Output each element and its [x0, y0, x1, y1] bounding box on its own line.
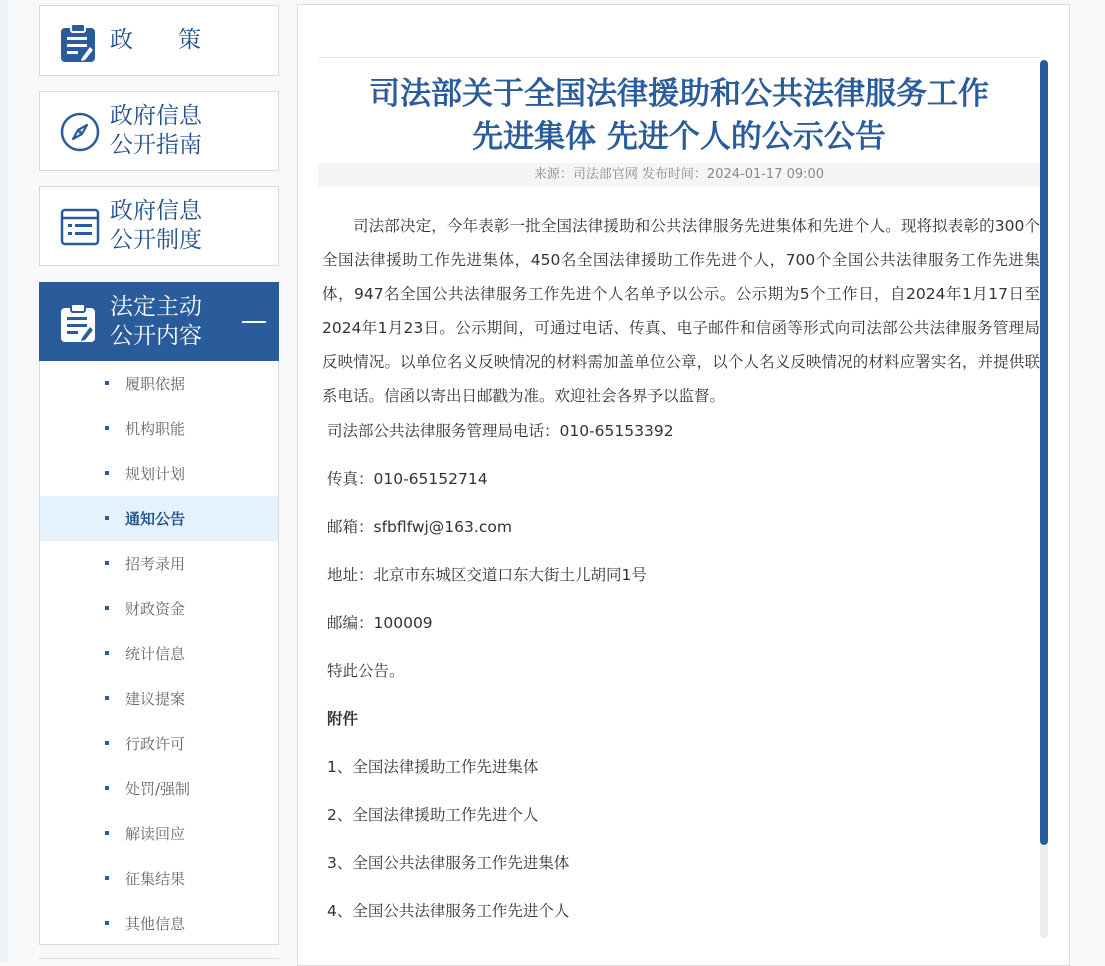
submenu-item-functions[interactable]	[40, 406, 278, 451]
clipboard-edit-icon	[60, 23, 96, 67]
bullet-icon	[105, 831, 109, 835]
attachment-link[interactable]: 2、全国法律援助工作先进个人	[327, 806, 539, 824]
submenu-item-finance[interactable]	[40, 586, 278, 631]
attachment-link[interactable]: 3、全国公共法律服务工作先进集体	[327, 854, 570, 872]
document-list-icon	[60, 207, 100, 251]
submenu-item-label: 统计信息	[125, 645, 186, 663]
closing-text: 特此公告。	[327, 662, 405, 680]
submenu-item-interpretation[interactable]	[40, 811, 278, 856]
collapse-minus-icon[interactable]	[242, 321, 266, 323]
submenu-item-recruitment[interactable]	[40, 541, 278, 586]
article-source: 来源：司法部官网	[533, 167, 638, 182]
clipboard-edit-icon	[60, 303, 96, 347]
submenu-item-penalties[interactable]	[40, 766, 278, 811]
sidebar-item-disclosure-system[interactable]	[39, 186, 279, 266]
submenu-item-label: 建议提案	[125, 690, 186, 708]
article-paragraph: 司法部决定，今年表彰一批全国法律援助和公共法律服务先进集体和先进个人。现将拟表彰的300个全国法律援助工作先进集体，450名全国法律援助工作先进个人，700个全国公共法律服务工作先进集体，947名全国公共法律服务工作先进个人名单予以公示。公示期为5个工作日，自2024年1月17日至2024年1月23日。公示期间，可通过电话、传真、电子邮件和信函等形式向司法部公共法律服务管理局反映情况。以单位名义反映情况的材料需加盖单位公章，以个人名义反映情况的材料应署实名，并提供联系电话。信函以寄出日邮戳为准。欢迎社会各界予以监督。	[322, 217, 1040, 405]
submenu-item-notices[interactable]	[40, 496, 278, 541]
sidebar-item-label-line2: 公开制度	[110, 227, 202, 253]
bullet-icon	[105, 651, 109, 655]
bullet-icon	[105, 606, 109, 610]
sidebar-item-label-line1: 法定主动	[110, 294, 202, 320]
sidebar-item-label	[110, 102, 202, 160]
submenu-item-licensing[interactable]	[40, 721, 278, 766]
bullet-icon	[105, 516, 109, 520]
submenu-item-label: 履职依据	[125, 375, 186, 393]
attachment-link[interactable]: 4、全国公共法律服务工作先进个人	[327, 902, 570, 920]
divider	[318, 57, 1040, 58]
submenu-item-label: 规划计划	[125, 465, 186, 483]
sidebar-item-label-line2: 公开内容	[110, 323, 202, 349]
submenu-item-plans[interactable]	[40, 451, 278, 496]
submenu-item-label: 招考录用	[125, 555, 186, 573]
submenu-item-label: 处罚/强制	[125, 780, 191, 798]
submenu-item-other[interactable]	[40, 901, 278, 946]
sidebar-item-statutory-disclosure[interactable]	[39, 282, 279, 362]
contact-address: 地址：北京市东城区交道口东大街土儿胡同1号	[327, 566, 647, 584]
bullet-icon	[105, 561, 109, 565]
sidebar-item-disclosure-guide[interactable]	[39, 91, 279, 171]
submenu-item-basis[interactable]	[40, 361, 278, 406]
contact-fax: 传真：010-65152714	[327, 470, 488, 488]
scrollbar-thumb[interactable]	[1040, 60, 1048, 845]
submenu-item-label: 其他信息	[125, 915, 186, 933]
bullet-icon	[105, 786, 109, 790]
contact-postcode: 邮编：100009	[327, 614, 433, 632]
article-title	[318, 73, 1040, 159]
bullet-icon	[105, 471, 109, 475]
page-left-strip	[0, 0, 8, 962]
submenu-item-label: 机构职能	[125, 420, 186, 438]
submenu	[39, 361, 279, 945]
article-body	[322, 209, 1040, 413]
bullet-icon	[105, 741, 109, 745]
submenu-item-solicitation[interactable]	[40, 856, 278, 901]
article-panel	[297, 4, 1070, 966]
article-title-line1: 司法部关于全国法律援助和公共法律服务工作	[369, 76, 989, 112]
attachment-link[interactable]: 1、全国法律援助工作先进集体	[327, 758, 539, 776]
sidebar-item-label-line1: 政府信息	[110, 198, 202, 224]
sidebar-item-label: 政策	[110, 27, 246, 53]
submenu-item-label: 解读回应	[125, 825, 186, 843]
article-title-line2: 先进集体 先进个人的公示公告	[472, 119, 886, 155]
submenu-item-label: 行政许可	[125, 735, 186, 753]
contact-email: 邮箱：sfbflfwj@163.com	[327, 518, 512, 536]
sidebar-item-label	[110, 293, 202, 351]
compass-icon	[60, 112, 100, 156]
sidebar-item-label-line1: 政府信息	[110, 103, 202, 129]
bullet-icon	[105, 426, 109, 430]
sidebar-item-label-line2: 公开指南	[110, 132, 202, 158]
contact-phone: 司法部公共法律服务管理局电话：010-65153392	[327, 422, 674, 440]
submenu-item-label: 财政资金	[125, 600, 186, 618]
bullet-icon	[105, 876, 109, 880]
bullet-icon	[105, 381, 109, 385]
bullet-icon	[105, 921, 109, 925]
bullet-icon	[105, 696, 109, 700]
article-publish-time: 发布时间：2024-01-17 09:00	[641, 167, 825, 182]
submenu-item-statistics[interactable]	[40, 631, 278, 676]
submenu-item-proposals[interactable]	[40, 676, 278, 721]
submenu-item-label: 征集结果	[125, 870, 186, 888]
attachments-heading: 附件	[327, 710, 359, 728]
sidebar-item-policy[interactable]	[39, 5, 279, 76]
sidebar-item-label	[110, 197, 202, 255]
divider	[39, 958, 279, 959]
article-meta	[318, 163, 1040, 187]
submenu-item-label: 通知公告	[125, 510, 186, 528]
